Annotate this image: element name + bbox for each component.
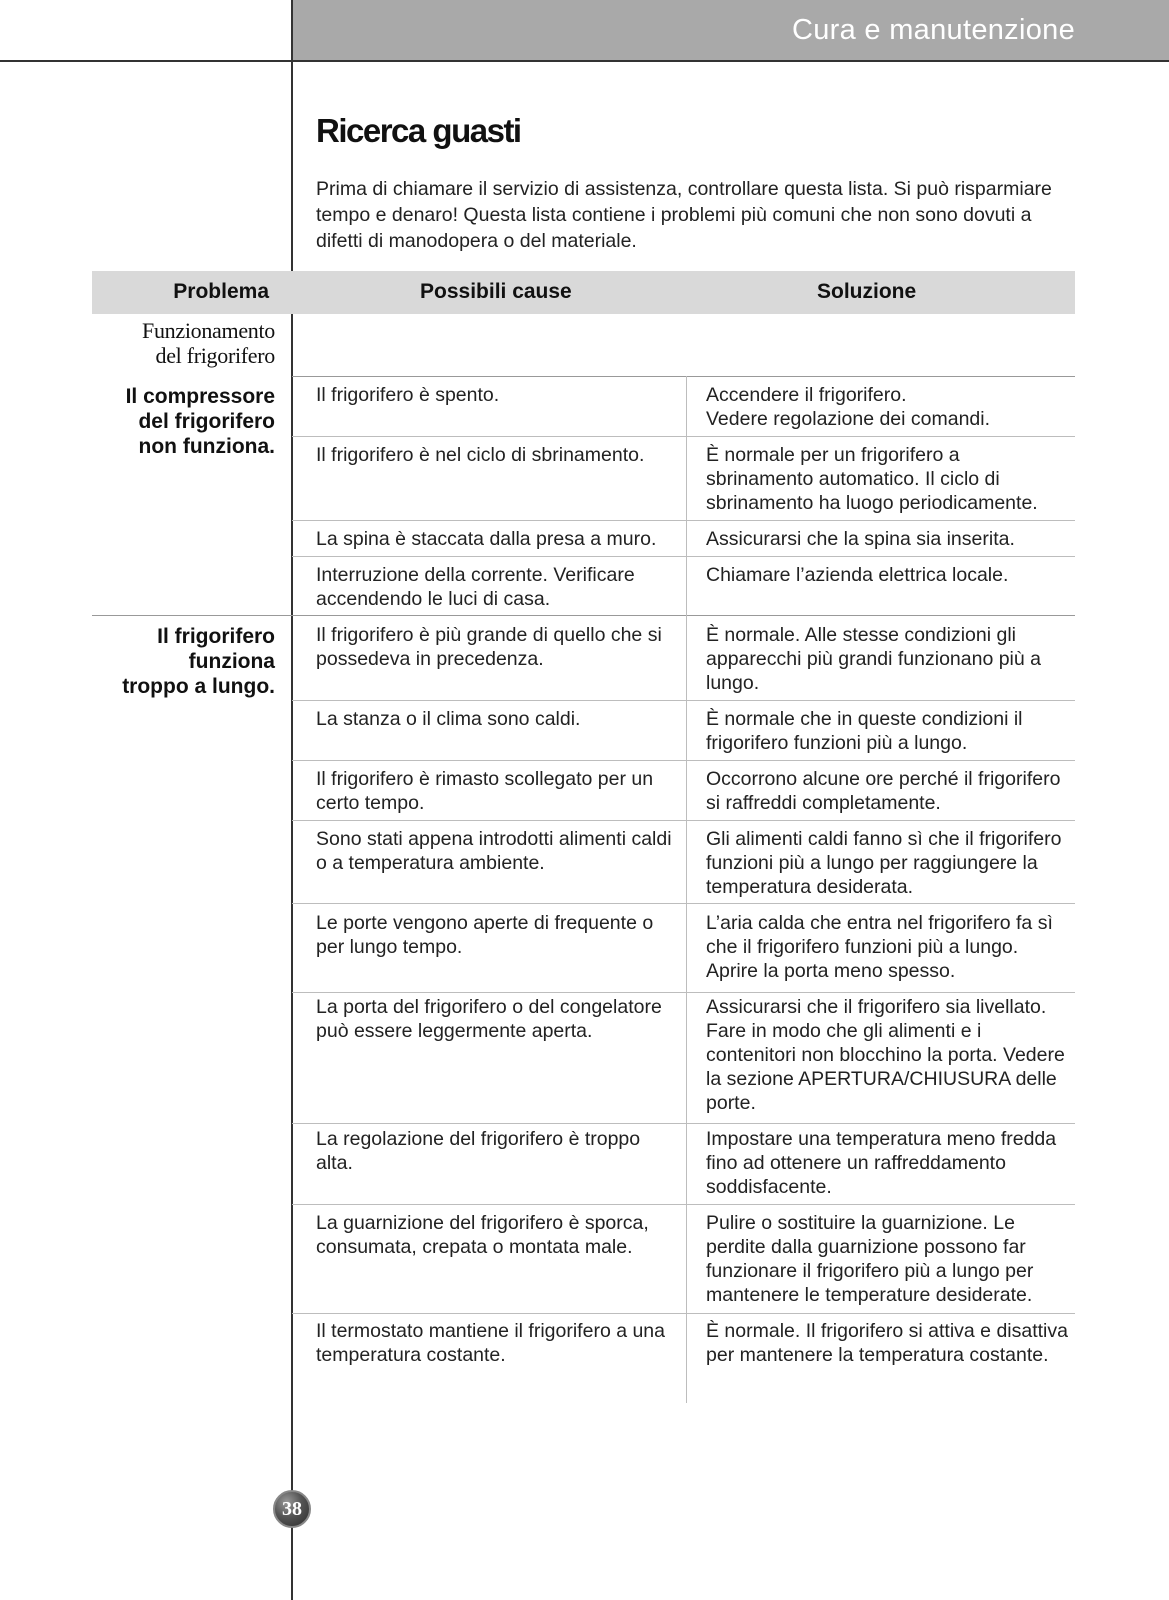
solution-cell: È normale. Alle stesse condizioni gli apparecchi più grandi funzionano più a lungo. <box>706 624 1041 694</box>
header-possible-causes: Possibili cause <box>420 280 572 303</box>
row-divider <box>292 760 1075 761</box>
category-label <box>142 318 275 368</box>
row-divider <box>292 376 1075 377</box>
margin-vertical-rule <box>291 0 293 1600</box>
row-divider <box>292 520 1075 521</box>
cause-cell: Il frigorifero è nel ciclo di sbrinamento. <box>316 444 645 466</box>
solution-cell <box>706 383 1068 431</box>
cause-cell: La porta del frigorifero o del congelatore può essere leggermente aperta. <box>316 996 662 1042</box>
category-line-1: Funzionamento <box>142 318 275 343</box>
cause-cell: Le porte vengono aperte di frequente o per lungo tempo. <box>316 912 654 958</box>
row-divider <box>292 1123 1075 1124</box>
cause-cell: Il frigorifero è spento. <box>316 384 500 406</box>
cause-cell: Il frigorifero è più grande di quello che si possedeva in precedenza. <box>316 624 662 670</box>
solution-cell: Assicurarsi che il frigorifero sia livellato. Fare in modo che gli alimenti e i contenitori non blocchino la porta. Vedere la sezione APERTURA/CHIUSURA delle porte. <box>706 996 1065 1114</box>
cause-cell: La spina è staccata dalla presa a muro. <box>316 528 657 550</box>
section-header-band <box>292 0 1169 60</box>
solution-cell: Chiamare l’azienda elettrica locale. <box>706 564 1009 586</box>
header-solution: Soluzione <box>817 280 917 303</box>
solution-cell: Assicurarsi che la spina sia inserita. <box>706 528 1015 550</box>
solution-cell: L’aria calda che entra nel frigorifero fa sì che il frigorifero funzioni più a lungo. Aprire la porta meno spesso. <box>706 912 1053 982</box>
problem-line: funziona <box>188 650 275 673</box>
solution-cell: Impostare una temperatura meno fredda fino ad ottenere un raffreddamento soddisfacente. <box>706 1128 1057 1198</box>
section-title: Cura e manutenzione <box>792 14 1075 46</box>
page-number-badge: 38 <box>273 1490 311 1528</box>
row-divider <box>292 992 1075 993</box>
problem-runs-too-long <box>122 624 275 699</box>
solution-cell: Pulire o sostituire la guarnizione. Le perdite dalla guarnizione possono far funzionare il frigorifero più a lungo per mantenere le temperature desiderate. <box>706 1212 1034 1306</box>
row-divider <box>292 556 1075 557</box>
group-divider <box>92 615 1075 616</box>
row-divider <box>292 436 1075 437</box>
problem-line: del frigorifero <box>138 410 275 433</box>
problem-compressor-not-working <box>126 384 275 459</box>
cause-cell: Sono stati appena introdotti alimenti caldi o a temperatura ambiente. <box>316 828 672 874</box>
solution-cell: Gli alimenti caldi fanno sì che il frigorifero funzioni più a lungo per raggiungere la temperatura desiderata. <box>706 828 1062 898</box>
problem-line: Il frigorifero <box>157 625 275 648</box>
row-divider <box>292 903 1075 904</box>
solution-line: Vedere regolazione dei comandi. <box>706 408 991 430</box>
problem-line: troppo a lungo. <box>122 675 275 698</box>
row-divider <box>292 1313 1075 1314</box>
problem-line: Il compressore <box>125 385 275 408</box>
solution-cell: È normale per un frigorifero a sbrinamento automatico. Il ciclo di sbrinamento ha luogo periodicamente. <box>706 444 1038 514</box>
intro-paragraph: Prima di chiamare il servizio di assistenza, controllare questa lista. Si può risparmiare tempo e denaro! Questa lista contiene i problemi più comuni che non sono dovuti a difetti di manodopera o del materiale. <box>316 178 1052 252</box>
cause-cell: Il termostato mantiene il frigorifero a una temperatura costante. <box>316 1320 666 1366</box>
category-line-2: del frigorifero <box>155 343 275 368</box>
page-title: Ricerca guasti <box>316 112 521 149</box>
column-divider <box>686 376 687 1403</box>
cause-cell: Il frigorifero è rimasto scollegato per un certo tempo. <box>316 768 654 814</box>
header-rule <box>0 60 1169 62</box>
header-problem: Problema <box>173 280 269 303</box>
solution-cell: È normale. Il frigorifero si attiva e disattiva per mantenere la temperatura costante. <box>706 1320 1068 1366</box>
cause-cell: Interruzione della corrente. Verificare accendendo le luci di casa. <box>316 564 635 610</box>
solution-line: Accendere il frigorifero. <box>706 384 907 406</box>
table-header <box>92 271 1075 314</box>
row-divider <box>292 1204 1075 1205</box>
cause-cell: La regolazione del frigorifero è troppo alta. <box>316 1128 641 1174</box>
solution-cell: Occorrono alcune ore perché il frigorifero si raffreddi completamente. <box>706 768 1061 814</box>
solution-cell: È normale che in queste condizioni il frigorifero funzioni più a lungo. <box>706 708 1023 754</box>
cause-cell: La guarnizione del frigorifero è sporca, consumata, crepata o montata male. <box>316 1212 649 1258</box>
row-divider <box>292 700 1075 701</box>
cause-cell: La stanza o il clima sono caldi. <box>316 708 581 730</box>
problem-line: non funziona. <box>138 435 275 458</box>
row-divider <box>292 820 1075 821</box>
